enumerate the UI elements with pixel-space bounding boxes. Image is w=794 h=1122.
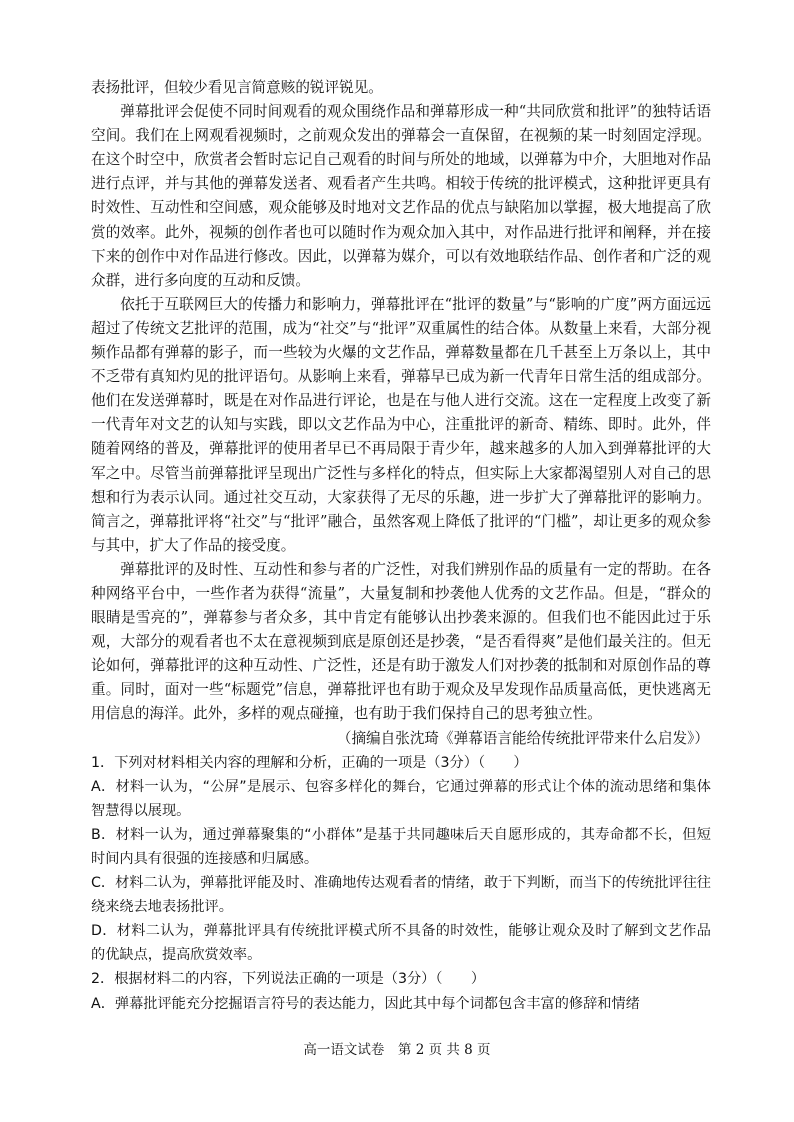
- passage-paragraph-2: 依托于互联网巨大的传播力和影响力，弹幕批评在“批评的数量”与“影响的广度”两方面远远超过了传统文艺批评的范围，成为“社交”与“批评”双重属性的结合体。从数量上来看，大部分视频作品都有弹幕的影子，而一些较为火爆的文艺作品，弹幕数量都在几千甚至上万条以上，其中不乏带有真知灼见的批评语句。从影响上来看，弹幕早已成为新一代青年日常生活的组成部分。他们在发送弹幕时，既是在对作品进行评论，也是在与他人进行交流。这在一定程度上改变了新一代青年对文艺的认知与实践，即以文艺作品为中心，注重批评的新奇、精练、即时。此外，伴随着网络的普及，弹幕批评的使用者早已不再局限于青少年，越来越多的人加入到弹幕批评的大军之中。尽管当前弹幕批评呈现出广泛性与多样化的特点，但实际上大家都渴望别人对自己的思想和行为表示认同。通过社交互动，大家获得了无尽的乐趣，进一步扩大了弹幕批评的影响力。简言之，弹幕批评将“社交”与“批评”融合，虽然客观上降低了批评的“门槛”，却让更多的观众参与其中，扩大了作品的接受度。: [91, 295, 711, 554]
- passage-continuation: 表扬批评，但较少看见言简意赅的锐评锐见。: [91, 79, 383, 96]
- question-1-option-c: C．材料二认为，弹幕批评能及时、准确地传达观看者的情绪，敢于下判断，而当下的传统批评往往绕来绕去地表扬批评。: [91, 875, 711, 916]
- question-1-stem: 1．下列对材料相关内容的理解和分析，正确的一项是（3分）（ ）: [91, 754, 528, 771]
- passage-paragraph-3: 弹幕批评的及时性、互动性和参与者的广泛性，对我们辨别作品的质量有一定的帮助。在各种网络平台中，一些作者为获得“流量”，大量复制和抄袭他人优秀的文艺作品。但是，“群众的眼睛是雪亮的”，弹幕参与者众多，其中肯定有能够认出抄袭来源的。但我们也不能因此过于乐观，大部分的观看者也不太在意视频到底是原创还是抄袭，“是否看得爽”是他们最关注的。但无论如何，弹幕批评的这种互动性、广泛性，还是有助于激发人们对抄袭的抵制和对原创作品的尊重。同时，面对一些“标题党”信息，弹幕批评也有助于观众及早发现作品质量高低，更快逃离无用信息的海洋。此外，多样的观点碰撞，也有助于我们保持自己的思考独立性。: [91, 560, 711, 723]
- passage-paragraph-1: 弹幕批评会促使不同时间观看的观众围绕作品和弹幕形成一种“共同欣赏和批评”的独特话语空间。我们在上网观看视频时，之前观众发出的弹幕会一直保留，在视频的某一时刻固定浮现。在这个时空中，欣赏者会暂时忘记自己观看的时间与所处的地域，以弹幕为中介，大胆地对作品进行点评，并与其他的弹幕发送者、观看者产生共鸣。相较于传统的批评模式，这种批评更具有时效性、互动性和空间感，观众能够及时地对文艺作品的优点与缺陷加以掌握，极大地提高了欣赏的效率。此外，视频的创作者也可以随时作为观众加入其中，对作品进行批评和阐释，并在接下来的创作中对作品进行修改。因此，以弹幕为媒介，可以有效地联结作品、创作者和广泛的观众群，进行多向度的互动和反馈。: [91, 103, 711, 289]
- page-footer: 高一语文试卷 第 2 页 共 8 页: [303, 1042, 491, 1058]
- question-1-option-d: D．材料二认为，弹幕批评具有传统批评模式所不具备的时效性，能够让观众及时了解到文艺作品的优缺点，提高欣赏效率。: [91, 923, 711, 964]
- page-content: [91, 76, 711, 1016]
- question-1-option-a: A．材料一认为，“公屏”是展示、包容多样化的舞台，它通过弹幕的形式让个体的流动思绪和集体智慧得以展现。: [91, 778, 711, 819]
- question-1-option-b: B．材料一认为，通过弹幕聚集的“小群体”是基于共同趣味后天自愿形成的，其寿命都不长，但短时间内具有很强的连接感和归属感。: [91, 826, 711, 867]
- passage-source: （摘编自张沈琦《弹幕语言能给传统批评带来什么启发》）: [336, 729, 709, 747]
- question-2-option-a: A．弹幕批评能充分挖掘语言符号的表达能力，因此其中每个词都包含丰富的修辞和情绪: [91, 995, 640, 1012]
- question-2-stem: 2．根据材料二的内容，下列说法正确的一项是（3分）（ ）: [91, 971, 486, 988]
